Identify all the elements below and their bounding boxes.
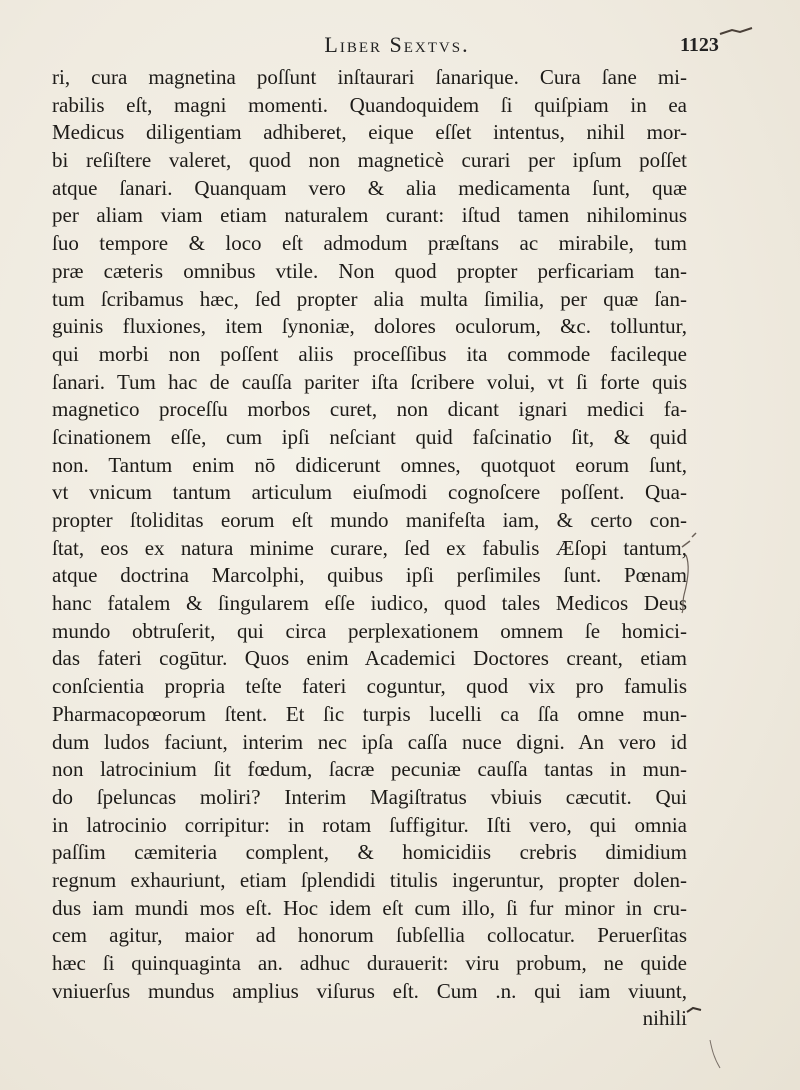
text-line: do ſpeluncas moliri? Interim Magiſtratus vbiuis cæcutit. Qui <box>52 784 687 809</box>
text-line: tum ſcribamus hæc, ſed propter alia multa ſimilia, per quæ ſan- <box>52 286 687 311</box>
text-line: qui morbi non poſſent aliis proceſſibus ita commode facileque <box>52 341 687 366</box>
text-line: vniuerſus mundus amplius viſurus eſt. Cum .n. qui iam viuunt, <box>52 978 687 1003</box>
text-line: ri, cura magnetina poſſunt inſtaurari ſanarique. Cura ſane mi- <box>52 65 687 89</box>
text-line: bi reſiſtere valeret, quod non magneticè curari per ipſum poſſet <box>52 148 687 173</box>
text-line: magnetico proceſſu morbos curet, non dicant ignari medici fa- <box>52 397 687 422</box>
text-line: regnum exhauriunt, etiam ſplendidi titulis ingeruntur, propter dolen- <box>52 867 687 892</box>
main-text-block <box>52 64 687 1033</box>
text-line: præ cæteris omnibus vtile. Non quod propter perficariam tan- <box>52 258 687 283</box>
text-line: hæc ſi quinquaginta an. adhuc durauerit: viru probum, ne quide <box>52 951 687 975</box>
ink-mark-icon <box>718 24 754 40</box>
text-line: per aliam viam etiam naturalem curant: iſtud tamen nihilominus <box>52 203 687 228</box>
text-line: atque ſanari. Quanquam vero & alia medicamenta ſunt, quæ <box>52 175 687 200</box>
margin-stroke-icon <box>690 1040 730 1070</box>
running-title: Liber Sextvs. <box>324 32 470 57</box>
text-line: rabilis eſt, magni momenti. Quandoquidem ſi quiſpiam in ea <box>52 92 687 117</box>
text-line: paſſim cæmiteria complent, & homicidiis crebris dimidium <box>52 840 687 865</box>
text-line: guinis fluxiones, item ſynoniæ, dolores oculorum, &c. tolluntur, <box>52 314 687 339</box>
text-line: mundo obtruſerit, qui circa perplexationem omnem ſe homici- <box>52 618 687 643</box>
margin-bracket-icon <box>676 525 716 615</box>
catchword: nihili <box>642 1006 687 1031</box>
text-line: vt vnicum tantum articulum eiuſmodi cognoſcere poſſent. Qua- <box>52 480 687 505</box>
text-line: dus iam mundi mos eſt. Hoc idem eſt cum illo, ſi fur minor in cru- <box>52 895 687 920</box>
page-number: 1123 <box>680 34 719 56</box>
ink-smudge-icon <box>686 1005 702 1015</box>
text-line: in latrocinio corripitur: in rotam ſuffigitur. Iſti vero, qui omnia <box>52 812 687 837</box>
text-line: cem agitur, maior ad honorum ſubſellia collocatur. Peruerſitas <box>52 923 687 948</box>
text-line: ſuo tempore & loco eſt admodum præſtans ac mirabile, tum <box>52 231 687 256</box>
text-line: propter ſtoliditas eorum eſt mundo manifeſta iam, & certo con- <box>52 508 687 532</box>
text-line: hanc fatalem & ſingularem eſſe iudico, quod tales Medicos Deus <box>52 591 687 616</box>
text-line: Pharmacopœorum ſtent. Et ſic turpis lucelli ca ſſa omne mun- <box>52 701 687 726</box>
text-line: ſcinationem eſſe, cum ipſi neſciant quid faſcinatio ſit, & quid <box>52 424 687 449</box>
text-line: atque doctrina Marcolphi, quibus ipſi perſimiles ſunt. Pœnam <box>52 563 687 588</box>
text-line: dum ludos faciunt, interim nec ipſa caſſa nuce digni. An vero id <box>52 729 687 754</box>
text-line: ſanari. Tum hac de cauſſa pariter iſta ſcribere volui, vt ſi forte quis <box>52 369 687 394</box>
text-line: ſtat, eos ex natura minime curare, ſed ex fabulis Æſopi tantum, <box>52 535 687 560</box>
text-line: non latrocinium ſit fœdum, ſacræ pecuniæ cauſſa tantas in mun- <box>52 757 687 782</box>
text-line: das fateri cogūtur. Quos enim Academici Doctores creant, etiam <box>52 646 687 671</box>
text-line: conſcientia propria teſte fateri coguntur, quod vix pro famulis <box>52 674 687 699</box>
text-line: non. Tantum enim nō didicerunt omnes, quotquot eorum ſunt, <box>52 452 687 477</box>
text-line: Medicus diligentiam adhiberet, eique eſſet intentus, nihil mor- <box>52 120 687 145</box>
